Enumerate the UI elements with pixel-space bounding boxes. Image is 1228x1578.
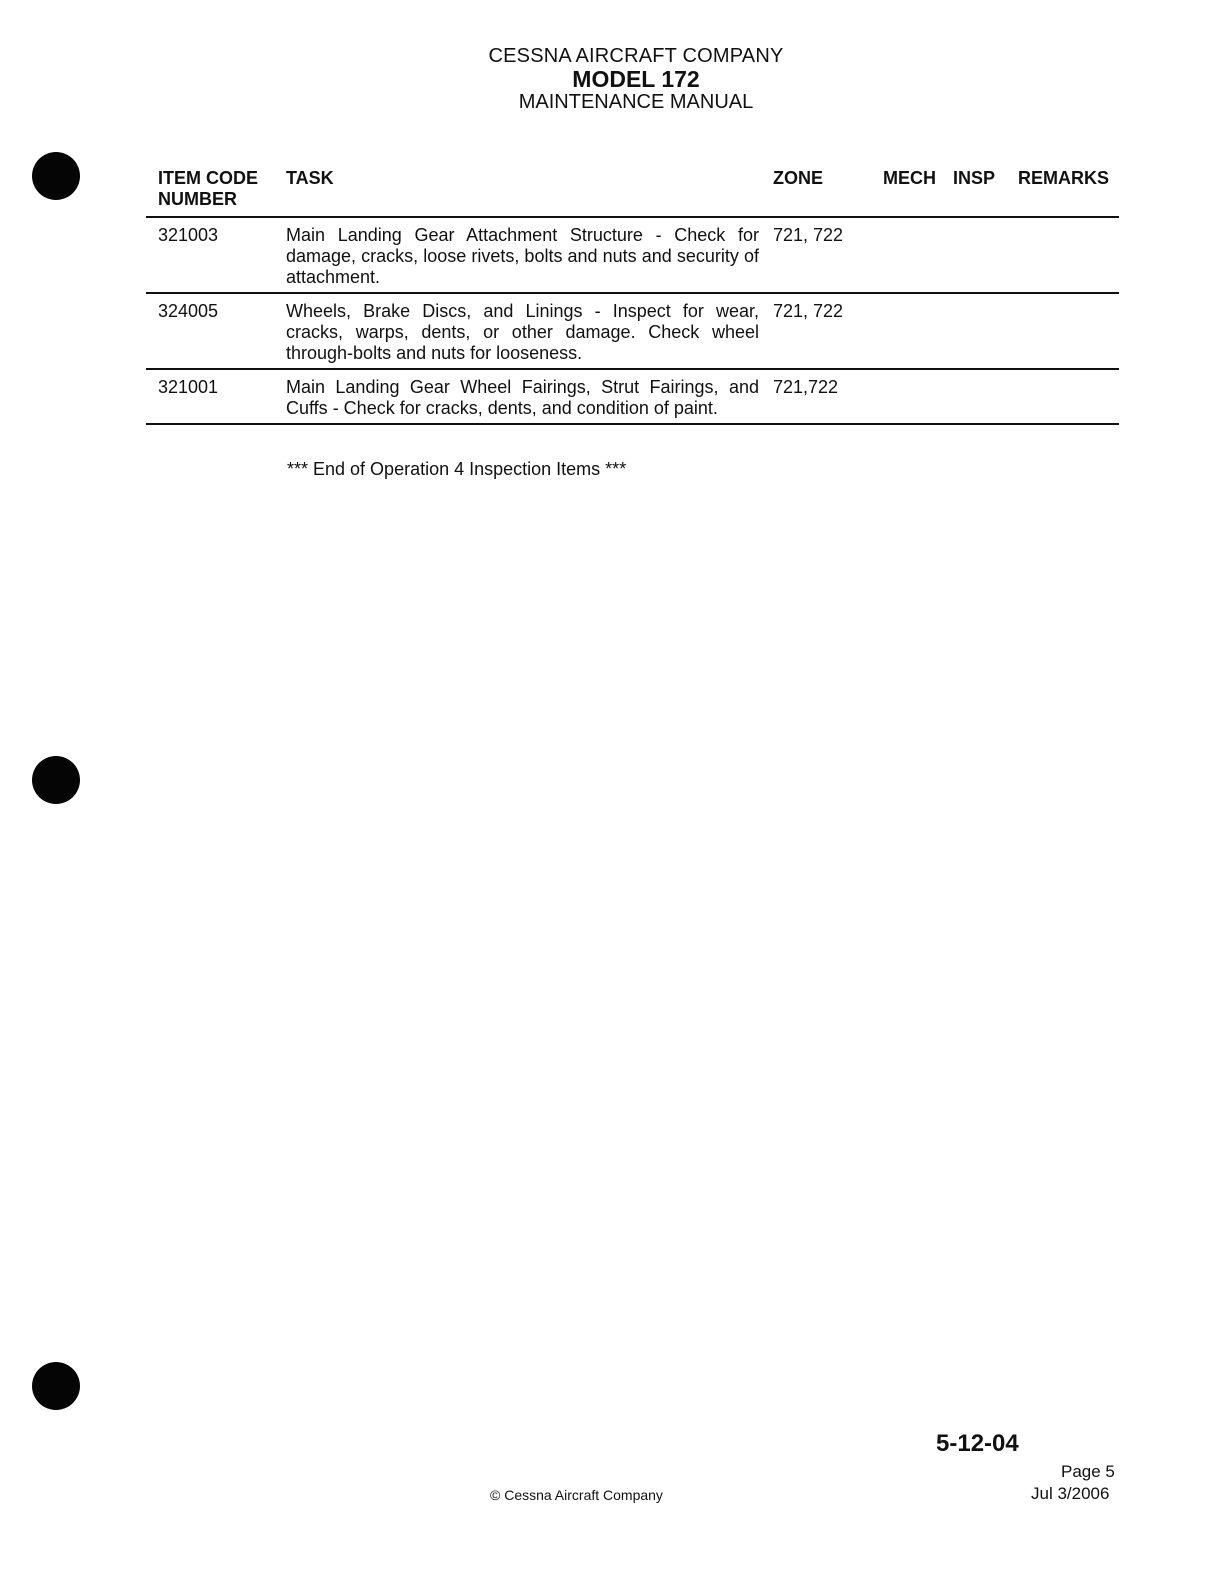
column-header-task: TASK — [286, 168, 773, 217]
manual-title: MAINTENANCE MANUAL — [518, 91, 754, 113]
item-code: 321003 — [146, 217, 286, 293]
task-cell — [286, 369, 773, 424]
mech-cell — [883, 369, 953, 424]
column-header-remarks: REMARKS — [1018, 168, 1119, 217]
zone-cell: 721, 722 — [773, 217, 883, 293]
column-header-zone: ZONE — [773, 168, 883, 217]
task-cell — [286, 293, 773, 369]
remarks-cell — [1018, 293, 1119, 369]
company-name: CESSNA AIRCRAFT COMPANY — [488, 45, 784, 67]
task-cell — [286, 217, 773, 293]
inspection-table — [146, 168, 1119, 425]
column-header-mech: MECH — [883, 168, 953, 217]
copyright-notice: © Cessna Aircraft Company — [490, 1487, 663, 1503]
revision-date: Jul 3/2006 — [1031, 1484, 1110, 1503]
page-header — [0, 46, 1228, 112]
zone-cell: 721,722 — [773, 369, 883, 424]
remarks-cell — [1018, 369, 1119, 424]
insp-cell — [953, 293, 1018, 369]
end-of-operation-note: *** End of Operation 4 Inspection Items *** — [287, 459, 627, 479]
item-code: 324005 — [146, 293, 286, 369]
zone-cell: 721, 722 — [773, 293, 883, 369]
table-row — [146, 217, 1119, 293]
insp-cell — [953, 369, 1018, 424]
mech-cell — [883, 293, 953, 369]
insp-cell — [953, 217, 1018, 293]
column-header-insp: INSP — [953, 168, 1018, 217]
task-description: Main Landing Gear Attachment Structure - Check for damage, cracks, loose rivets, bolts and nuts and security of attachment. — [286, 225, 759, 287]
binder-hole-bottom — [32, 1362, 80, 1410]
table-header-row — [146, 168, 1119, 217]
mech-cell — [883, 217, 953, 293]
table-row — [146, 293, 1119, 369]
page-number: Page 5 — [1061, 1462, 1115, 1481]
chapter-code: 5-12-04 — [936, 1430, 1019, 1457]
table-row — [146, 369, 1119, 424]
remarks-cell — [1018, 217, 1119, 293]
column-header-item-code: ITEM CODE NUMBER — [146, 168, 286, 217]
task-description: Wheels, Brake Discs, and Linings - Inspect for wear, cracks, warps, dents, or other damage. Check wheel through-bolts and nuts for looseness. — [286, 301, 759, 363]
model-title: MODEL 172 — [572, 66, 700, 92]
binder-hole-top — [32, 152, 80, 200]
task-description: Main Landing Gear Wheel Fairings, Strut Fairings, and Cuffs - Check for cracks, dents, and condition of paint. — [286, 377, 759, 418]
item-code: 321001 — [146, 369, 286, 424]
binder-hole-middle — [32, 756, 80, 804]
